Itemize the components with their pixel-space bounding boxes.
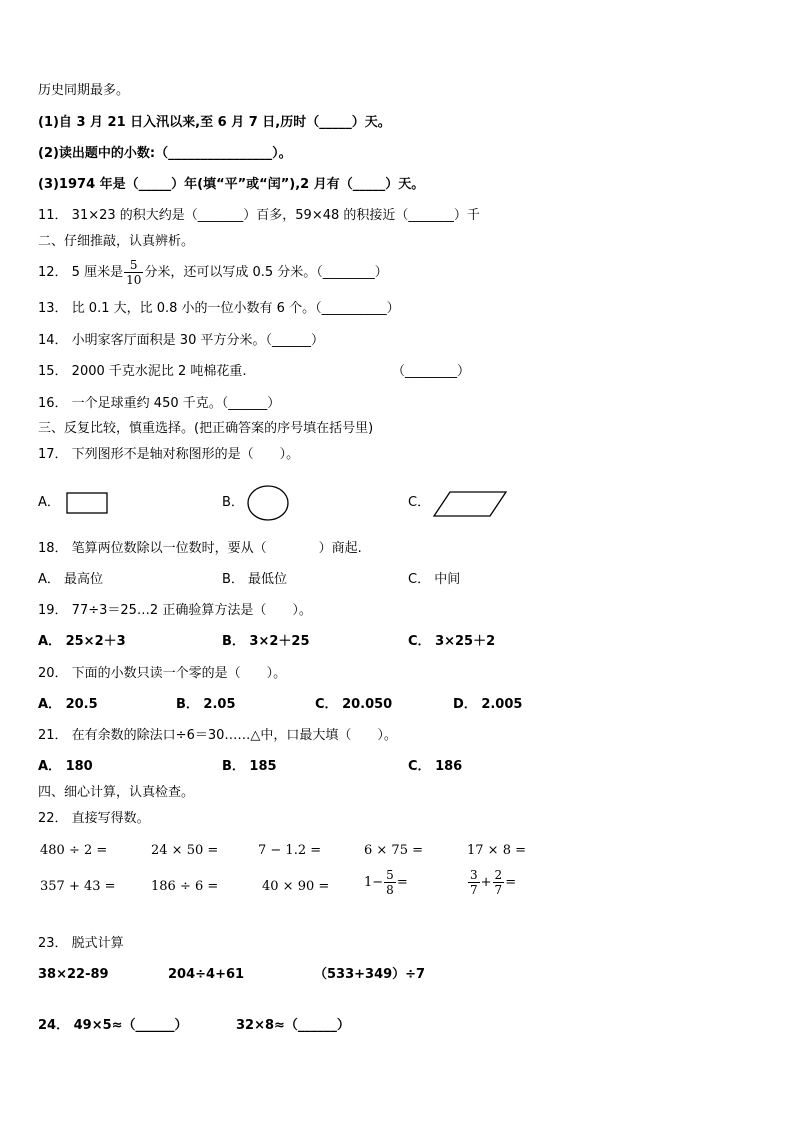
question-17: 17． 下列图形不是轴对称图形的是（ ）。 [38, 447, 300, 462]
calc-item: 186 ÷ 6 = [151, 879, 219, 894]
text-line: (2)读出题中的小数:（________________）。 [38, 146, 292, 161]
option-d: D． 2.005 [453, 697, 523, 712]
q12-prefix: 12． 5 厘米是 [38, 265, 124, 280]
numerator: 2 [494, 868, 503, 882]
text-line: (1)自 3 月 21 日入汛以来,至 6 月 7 日,历时（_____）天。 [38, 115, 391, 130]
circle-shape [246, 484, 290, 522]
calc-expression: 38×22-89 [38, 967, 109, 982]
option-b: B． [222, 495, 244, 510]
question-16: 16． 一个足球重约 450 千克。（______） [38, 396, 281, 411]
question-24b: 32×8≈（______） [236, 1018, 350, 1033]
question-18: 18． 笔算两位数除以一位数时，要从（ ）商起. [38, 541, 362, 556]
question-19: 19． 77÷3＝25…2 正确验算方法是（ ）。 [38, 603, 312, 618]
section-heading: 三、反复比较，慎重选择。(把正确答案的序号填在括号里) [38, 421, 374, 436]
question-22: 22． 直接写得数。 [38, 811, 150, 826]
fraction [124, 258, 143, 287]
option-b: B． 2.05 [176, 697, 236, 712]
parallelogram-shape [432, 490, 508, 518]
section-heading: 二、仔细推敲，认真辨析。 [38, 234, 195, 249]
question-12 [38, 258, 388, 288]
fraction [493, 868, 505, 897]
text-line: (3)1974 年是（_____）年(填“平”或“闰”),2 月有（_____）天。 [38, 177, 425, 192]
fraction [468, 868, 480, 897]
calc-item: 6 × 75 = [364, 843, 423, 858]
calc-item: 17 × 8 = [467, 843, 526, 858]
denominator: 8 [386, 883, 394, 897]
option-c: C． 186 [408, 759, 463, 774]
calc-expression: （533+349）÷7 [314, 967, 426, 982]
option-c: C． 中间 [408, 572, 461, 587]
option-b: B． 185 [222, 759, 277, 774]
calc-expression: 204÷4+61 [168, 967, 245, 982]
rectangle-shape [66, 492, 108, 514]
question-24a: 24． 49×5≈（______） [38, 1018, 188, 1033]
denominator: 10 [126, 273, 142, 287]
option-b: B． 最低位 [222, 572, 288, 587]
option-b: B． 3×2＋25 [222, 634, 310, 649]
option-a: A． [38, 495, 60, 510]
question-23: 23． 脱式计算 [38, 936, 124, 951]
denominator: 7 [494, 883, 503, 897]
option-c: C． 3×25＋2 [408, 634, 496, 649]
calc-item: 357 + 43 = [40, 879, 116, 894]
question-15: 15． 2000 千克水泥比 2 吨棉花重. [38, 364, 247, 379]
option-a: A． 25×2＋3 [38, 634, 126, 649]
denominator: 7 [470, 883, 478, 897]
calc-item: 480 ÷ 2 = [40, 843, 108, 858]
calc-item: 24 × 50 = [151, 843, 219, 858]
section-heading: 四、细心计算，认真检查。 [38, 785, 195, 800]
option-a: A． 180 [38, 759, 93, 774]
calc-item-fraction [467, 868, 516, 897]
numerator: 5 [386, 868, 394, 882]
question-20: 20． 下面的小数只读一个零的是（ ）。 [38, 666, 287, 681]
text-line: 历史同期最多。 [38, 83, 130, 98]
numerator: 3 [470, 868, 478, 882]
equals-sign: = [505, 875, 517, 890]
calc-item: 7 − 1.2 = [258, 843, 322, 858]
option-c: C． 20.050 [315, 697, 393, 712]
equals-sign: = [396, 875, 408, 890]
option-a: A． 最高位 [38, 572, 104, 587]
question-21: 21． 在有余数的除法口÷6＝30……△中，口最大填（ ）。 [38, 728, 397, 743]
calc-item-fraction [364, 868, 408, 897]
fraction [384, 868, 396, 897]
question-13: 13． 比 0.1 大，比 0.8 小的一位小数有 6 个。（__________） [38, 301, 400, 316]
numerator: 5 [124, 258, 143, 273]
q12-suffix: 分米，还可以写成 0.5 分米。（________） [144, 265, 388, 280]
calc-item: 40 × 90 = [262, 879, 330, 894]
question-14: 14． 小明家客厅面积是 30 平方分米。（______） [38, 333, 324, 348]
plus-sign: + [480, 875, 492, 890]
option-c: C． [408, 495, 431, 510]
option-a: A． 20.5 [38, 697, 98, 712]
calc-lead: 1− [364, 875, 384, 890]
answer-blank: （________） [392, 364, 471, 379]
question-11: 11． 31×23 的积大约是（_______）百多，59×48 的积接近（_______）千 [38, 208, 480, 223]
